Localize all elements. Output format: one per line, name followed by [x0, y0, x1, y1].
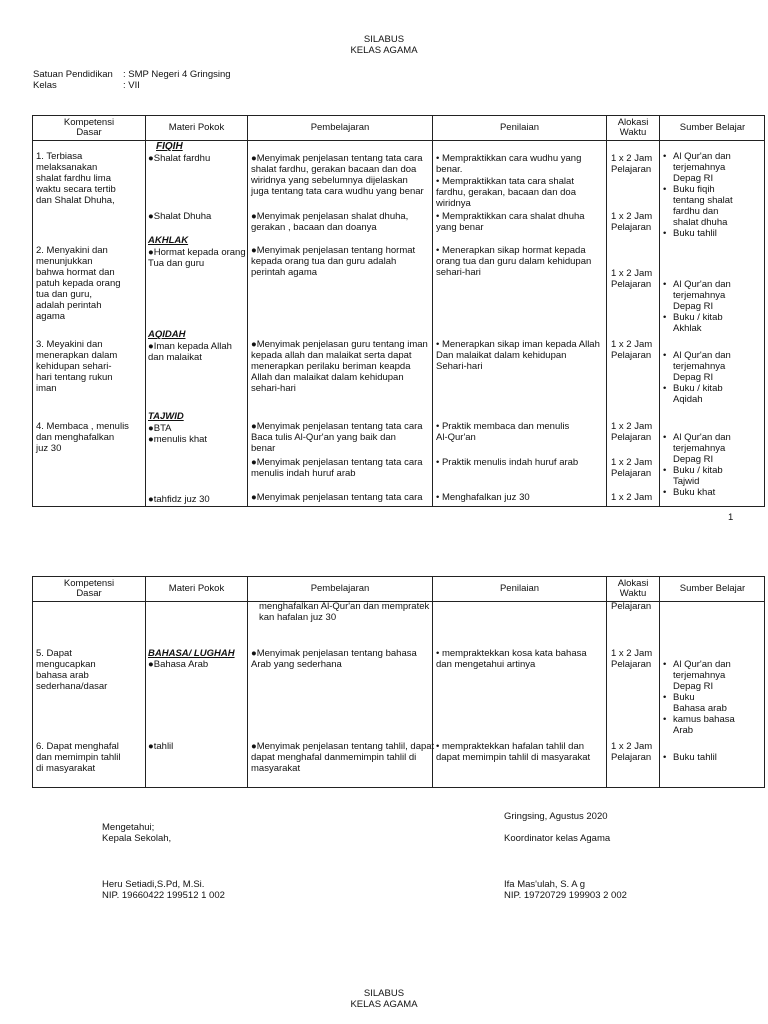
signature-left [102, 822, 225, 901]
sumber-item: • Buku / kitab Akhlak [663, 312, 763, 334]
pembelajaran-6: ●Menyimak penjelasan tentang tata cara menulis indah huruf arab [251, 457, 423, 479]
sumber-2 [663, 268, 763, 345]
pembelajaran-7: ●Menyimak penjelasan tentang tata cara [251, 492, 423, 503]
pembelajaran-9: ●Menyimak penjelasan tentang tahlil, dapat dapat menghafal danmemimpin tahlil di masyarakat [251, 741, 435, 774]
syllabus-table-2 [32, 576, 765, 788]
sumber-item: • Al Qur'an dan terjemahnya Depag RI [663, 151, 763, 184]
penilaian-4: • Menerapkan sikap hormat kepada orang tua dan guru dalam kehidupan sehari-hari [436, 245, 592, 278]
section-bahasa: BAHASA/ LUGHAH [148, 648, 235, 659]
kd-3: 3. Meyakini dan menerapkan dalam kehidupan sehari- hari tentang rukun iman [36, 339, 118, 394]
pembelajaran-5: ●Menyimak penjelasan tentang tata cara Baca tulis Al-Qur'an yang baik dan benar [251, 421, 423, 454]
penilaian-6: • Praktik membaca dan menulis Al-Qur'an [436, 421, 570, 443]
header-sumber: Sumber Belajar [679, 583, 746, 594]
sumber-3 [663, 339, 763, 416]
sign-left-line2: Kepala Sekolah, [102, 833, 172, 844]
pembelajaran-1: ●Menyimak penjelasan tentang tata cara shalat fardhu, gerakan bacaan dan doa wiridnya yang sebelumnya dijelaskan juga tentang tata cara wudhu yang benar [251, 153, 424, 197]
info-value: : VII [123, 80, 140, 91]
sumber-1 [663, 140, 763, 250]
header-kompetensi: Kompetensi Dasar [63, 117, 115, 138]
sumber-item: • Al Qur'an dan terjemahnya Depag RI [663, 432, 763, 465]
pembelajaran-continued: menghafalkan Al-Qur'an dan mempratek kan hafalan juz 30 [259, 601, 430, 623]
pembelajaran-3: ●Menyimak penjelasan tentang hormat kepada orang tua dan guru adalah perintah agama [251, 245, 416, 278]
header-penilaian: Penilaian [499, 583, 540, 594]
sumber-item: • Buku Bahasa arab [663, 692, 763, 714]
alokasi-continued: Pelajaran [611, 601, 652, 612]
alokasi-2: 1 x 2 Jam Pelajaran [611, 211, 653, 233]
sumber-item: • Al Qur'an dan terjemahnya Depag RI [663, 350, 763, 383]
sign-left-line1: Mengetahui; [102, 822, 155, 833]
kd-2: 2. Menyakini dan menunjukkan bahwa hormat dan patuh kepada orang tua dan guru, adalah perintah agama [36, 245, 121, 322]
info-block [33, 69, 231, 91]
sign-left-name: Heru Setiadi,S.Pd, M.Si. [102, 879, 205, 890]
alokasi-6: 1 x 2 Jam Pelajaran [611, 457, 653, 479]
penilaian-9: • mempraktekkan kosa kata bahasa dan mengetahui artinya [436, 648, 587, 670]
sumber-item: • kamus bahasa Arab [663, 714, 763, 736]
section-tajwid: TAJWID [148, 411, 184, 422]
alokasi-9: 1 x 2 Jam Pelajaran [611, 741, 653, 763]
penilaian-10: • mempraktekkan hafalan tahlil dan dapat memimpin tahlil di masyarakat [436, 741, 591, 763]
materi-5: ●BTA ●menulis khat [148, 423, 208, 445]
section-akhlak: AKHLAK [148, 235, 189, 246]
materi-4: ●Iman kepada Allah dan malaikat [148, 341, 232, 363]
header-materi: Materi Pokok [168, 583, 225, 594]
sumber-item: • Buku / kitab Tajwid [663, 465, 763, 487]
sumber-item: • Buku tahlil [663, 228, 763, 239]
penilaian-7: • Praktik menulis indah huruf arab [436, 457, 579, 468]
alokasi-1: 1 x 2 Jam Pelajaran [611, 153, 653, 175]
header-sumber: Sumber Belajar [679, 122, 746, 133]
sumber-item: • Buku fiqih tentang shalat fardhu dan shalat dhuha [663, 184, 763, 228]
footer-title: SILABUS [363, 988, 405, 999]
alokasi-7: 1 x 2 Jam [611, 492, 653, 503]
materi-7: ●Bahasa Arab [148, 659, 209, 670]
sign-right-nip: NIP. 19720729 199903 2 002 [504, 890, 627, 901]
header-materi: Materi Pokok [168, 122, 225, 133]
sumber-4 [663, 421, 763, 509]
alokasi-4: 1 x 2 Jam Pelajaran [611, 339, 653, 361]
sumber-6 [663, 741, 763, 774]
page-number: 1 [728, 512, 734, 523]
sumber-item: • Al Qur'an dan terjemahnya Depag RI [663, 279, 763, 312]
sumber-item: • Al Qur'an dan terjemahnya Depag RI [663, 659, 763, 692]
header-penilaian: Penilaian [499, 122, 540, 133]
doc-title [0, 34, 768, 56]
info-value: : SMP Negeri 4 Gringsing [123, 69, 231, 80]
section-fiqih: FIQIH [156, 141, 183, 152]
header-alokasi: Alokasi Waktu [617, 578, 649, 599]
materi-6: ●tahfidz juz 30 [148, 494, 210, 505]
penilaian-5: • Menerapkan sikap iman kepada Allah Dan malaikat dalam kehidupan Sehari-hari [436, 339, 600, 372]
sign-right-role: Koordinator kelas Agama [504, 833, 611, 844]
materi-8: ●tahlil [148, 741, 174, 752]
penilaian-1: • Mempraktikkan cara wudhu yang benar. [436, 153, 582, 175]
materi-2: ●Shalat Dhuha [148, 211, 212, 222]
alokasi-5: 1 x 2 Jam Pelajaran [611, 421, 653, 443]
signature-right [504, 811, 627, 901]
materi-3: ●Hormat kepada orang Tua dan guru [148, 247, 246, 269]
sign-right-place: Gringsing, Agustus 2020 [504, 811, 608, 822]
kd-4: 4. Membaca , menulis dan menghafalkan juz 30 [36, 421, 129, 454]
sumber-item: • Buku khat [663, 487, 763, 498]
section-aqidah: AQIDAH [148, 329, 186, 340]
pembelajaran-4: ●Menyimak penjelasan guru tentang iman kepada allah dan malaikat serta dapat menerapkan perilaku beriman keapda Allah dan malaikat dalam kehidupan sehari-hari [251, 339, 428, 394]
kd-6: 6. Dapat menghafal dan memimpin tahlil di masyarakat [36, 741, 121, 774]
kd-5: 5. Dapat mengucapkan bahasa arab sederhana/dasar [36, 648, 108, 692]
header-kompetensi: Kompetensi Dasar [63, 578, 115, 599]
penilaian-3: • Mempraktikkan cara shalat dhuha yang benar [436, 211, 585, 233]
footer-subtitle: KELAS AGAMA [350, 999, 418, 1010]
penilaian-2: • Mempraktikkan tata cara shalat fardhu, gerakan, bacaan dan doa wiridnya [436, 176, 576, 209]
sumber-item: • Buku / kitab Aqidah [663, 383, 763, 405]
penilaian-8: • Menghafalkan juz 30 [436, 492, 530, 503]
kd-1: 1. Terbiasa melaksanakan shalat fardhu lima waktu secara tertib dan Shalat Dhuha, [36, 151, 116, 206]
subtitle: KELAS AGAMA [350, 45, 418, 56]
next-page-title [0, 988, 768, 1010]
header-pembelajaran: Pembelajaran [310, 122, 370, 133]
info-label: Kelas [33, 80, 57, 91]
sign-left-nip: NIP. 19660422 199512 1 002 [102, 890, 225, 901]
materi-1: ●Shalat fardhu [148, 153, 211, 164]
alokasi-3: 1 x 2 Jam Pelajaran [611, 268, 653, 290]
sign-right-name: Ifa Mas'ulah, S. A g [504, 879, 586, 890]
sumber-item: • Buku tahlil [663, 752, 763, 763]
info-label: Satuan Pendidikan [33, 69, 113, 80]
pembelajaran-8: ●Menyimak penjelasan tentang bahasa Arab yang sederhana [251, 648, 417, 670]
header-alokasi: Alokasi Waktu [617, 117, 649, 138]
alokasi-8: 1 x 2 Jam Pelajaran [611, 648, 653, 670]
header-pembelajaran: Pembelajaran [310, 583, 370, 594]
syllabus-table-1 [32, 115, 765, 507]
title: SILABUS [363, 34, 405, 45]
pembelajaran-2: ●Menyimak penjelasan shalat dhuha, gerakan , bacaan dan doanya [251, 211, 409, 233]
sumber-5 [663, 648, 763, 747]
